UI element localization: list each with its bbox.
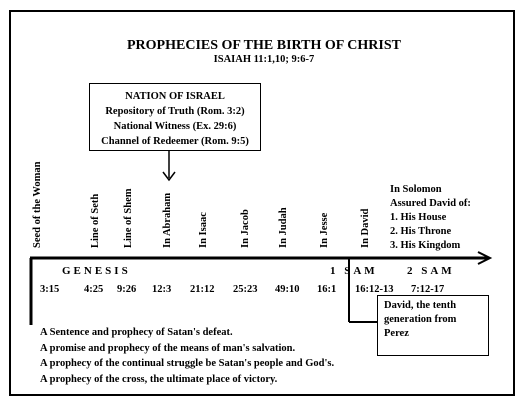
solomon-line-5: 3. His Kingdom: [390, 240, 461, 251]
ref-49-10: 49:10: [275, 284, 300, 295]
israel-box-line-2: Repository of Truth (Rom. 3:2): [105, 106, 245, 117]
ref-16-12-13: 16:12-13: [355, 284, 394, 295]
israel-box-line-1: NATION OF ISRAEL: [125, 91, 225, 102]
solomon-line-2: Assured David of:: [390, 198, 471, 209]
book-2-sam: 2 SAM: [407, 265, 455, 277]
label-in-jesse: In Jesse: [319, 212, 330, 248]
david-box-line-2: generation from: [384, 314, 457, 325]
solomon-assurance: [390, 183, 471, 253]
solomon-line-3: 1. His House: [390, 212, 447, 223]
ref-3-15: 3:15: [40, 284, 60, 295]
israel-box-line-3: National Witness (Ex. 29:6): [113, 121, 237, 132]
diagram-title: PROPHECIES OF THE BIRTH OF CHRIST: [127, 38, 401, 53]
note-3: A prophecy of the continual struggle be Satan's people and God's.: [40, 358, 335, 369]
note-1: A Sentence and prophecy of Satan's defeat.: [40, 327, 233, 338]
david-box-line-3: Perez: [384, 328, 409, 339]
label-line-of-seth: Line of Seth: [90, 193, 101, 248]
solomon-line-4: 2. His Throne: [390, 226, 452, 237]
book-genesis: GENESIS: [62, 265, 131, 277]
label-in-judah: In Judah: [278, 207, 289, 248]
ref-12-3: 12:3: [152, 284, 172, 295]
label-seed-of-the-woman: Seed of the Woman: [32, 161, 43, 248]
prophecy-notes: [40, 325, 334, 387]
israel-box-line-4: Channel of Redeemer (Rom. 9:5): [101, 136, 249, 147]
label-line-of-shem: Line of Shem: [123, 188, 134, 248]
label-in-david: In David: [360, 208, 371, 248]
label-in-abraham: In Abraham: [162, 192, 173, 248]
ref-9-26: 9:26: [117, 284, 137, 295]
ref-16-1: 16:1: [317, 284, 337, 295]
label-in-isaac: In Isaac: [198, 212, 209, 248]
ref-25-23: 25:23: [233, 284, 258, 295]
diagram-subtitle: ISAIAH 11:1,10; 9:6-7: [213, 54, 315, 65]
ref-4-25: 4:25: [84, 284, 104, 295]
label-in-jacob: In Jacob: [240, 209, 251, 248]
david-box-line-1: David, the tenth: [384, 300, 457, 311]
note-4: A prophecy of the cross, the ultimate place of victory.: [40, 373, 278, 385]
book-1-sam: 1 SAM: [330, 265, 378, 277]
solomon-line-1: In Solomon: [390, 184, 442, 195]
ref-7-12-17: 7:12-17: [411, 284, 445, 295]
note-2: A promise and prophecy of the means of man's salvation.: [40, 342, 296, 354]
ref-21-12: 21:12: [190, 284, 215, 295]
david-generation-box: [377, 295, 489, 356]
